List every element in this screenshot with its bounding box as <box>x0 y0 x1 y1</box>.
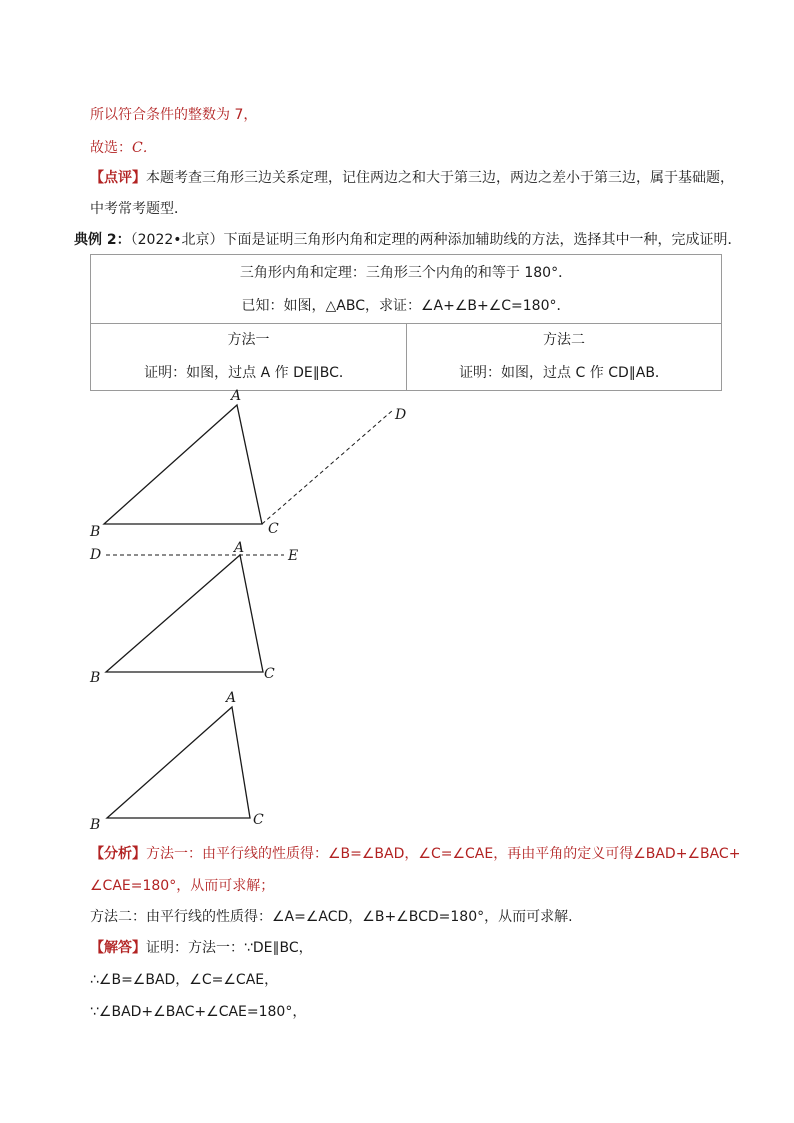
label-a-2: A <box>234 540 245 556</box>
theorem-text: 三角形内角和定理：三角形三个内角的和等于 180°． <box>239 265 573 281</box>
figure-3 <box>89 690 264 833</box>
method1-title: 方法一 <box>227 332 270 348</box>
example-tag: 典例 2： <box>74 232 131 248</box>
label-a-1: A <box>231 388 242 404</box>
choose-label: 故选： <box>90 140 132 156</box>
label-c-2: C <box>264 666 275 682</box>
triangle-abc-3 <box>107 707 250 818</box>
figure-1 <box>89 388 406 540</box>
label-b-3: B <box>90 817 101 833</box>
analysis-text-1: 方法一：由平行线的性质得：∠B=∠BAD，∠C=∠CAE，再由平角的定义可得∠BAD+∠BAC+ <box>146 846 741 862</box>
label-c-1: C <box>268 521 279 537</box>
comment-line-2: 中考常考题型． <box>90 201 188 217</box>
method2-text: 证明：如图，过点 C 作 CD∥AB． <box>459 365 669 381</box>
label-e-2: E <box>288 548 299 564</box>
solution-tag: 【解答】 <box>90 940 146 956</box>
analysis-line-3: 方法二：由平行线的性质得：∠A=∠ACD，∠B+∠BCD=180°，从而可求解. <box>90 909 573 925</box>
analysis-tag: 【分析】 <box>90 846 146 862</box>
label-d-2: D <box>90 547 102 563</box>
comment-text: 本题考查三角形三边关系定理，记住两边之和大于第三边，两边之差小于第三边，属于基础题， <box>146 170 734 186</box>
solution-line-2: ∴∠B=∠BAD，∠C=∠CAE， <box>90 972 279 988</box>
example-text: 下面是证明三角形内角和定理的两种添加辅助线的方法，选择其中一种，完成证明． <box>223 232 742 248</box>
given-text: 已知：如图，△ABC，求证：∠A+∠B+∠C=180°． <box>241 298 571 314</box>
figure-2 <box>89 540 298 686</box>
dashed-line-cd <box>262 410 393 524</box>
example-source: （2022•北京） <box>130 232 224 248</box>
label-c-3: C <box>253 812 264 828</box>
solution-line-3: ∵∠BAD+∠BAC+∠CAE=180°， <box>90 1004 307 1020</box>
analysis-line-1 <box>90 843 740 863</box>
label-a-3: A <box>226 690 237 706</box>
analysis-line-2: ∠CAE=180°，从而可求解； <box>90 878 275 894</box>
solution-line-1 <box>90 937 313 957</box>
comment-tag: 【点评】 <box>90 170 146 186</box>
answer-value: C． <box>132 140 157 156</box>
method1-text: 证明：如图，过点 A 作 DE∥BC． <box>144 365 353 381</box>
triangle-abc-1 <box>104 405 262 524</box>
label-b-2: B <box>90 670 101 686</box>
text-line-1: 所以符合条件的整数为 7， <box>90 107 258 123</box>
label-b-1: B <box>90 524 101 540</box>
triangle-abc-2 <box>106 555 263 672</box>
label-d-1: D <box>395 407 407 423</box>
solution-text-1: 证明：方法一：∵DE∥BC， <box>146 940 313 956</box>
method2-title: 方法二 <box>543 332 585 348</box>
